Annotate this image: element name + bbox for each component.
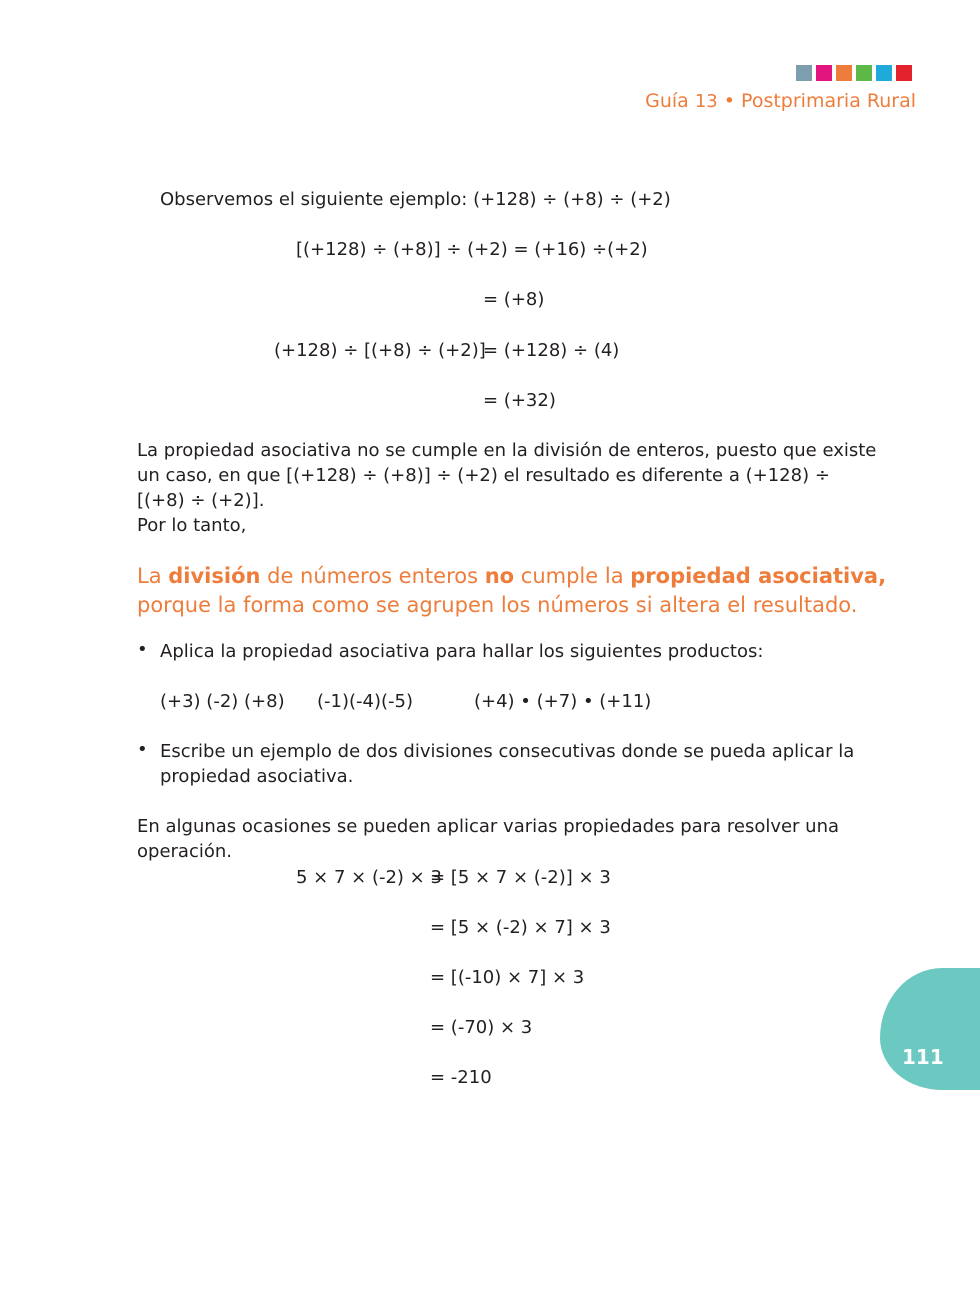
- highlight-conclusion: [137, 562, 886, 620]
- guide-label: Guía: [645, 90, 689, 112]
- bullet-item-1: Aplica la propiedad asociativa para hallar los siguientes productos:: [160, 641, 764, 662]
- paragraph-several-properties: En algunas ocasiones se pueden aplicar varias propiedades para resolver una operación.: [137, 816, 840, 862]
- bullet-icon: •: [137, 639, 148, 660]
- highlight-bold: propiedad asociativa,: [630, 564, 887, 588]
- example2-step: = [5 × (-2) × 7] × 3: [430, 917, 611, 938]
- color-square: [796, 65, 812, 81]
- product-3: (+4) • (+7) • (+11): [474, 691, 652, 712]
- header-color-squares: [796, 65, 912, 81]
- header-separator: •: [723, 90, 735, 112]
- highlight-line-1: [137, 562, 886, 591]
- example2-step: = [5 × 7 × (-2)] × 3: [430, 867, 611, 888]
- example2-step: = [(-10) × 7] × 3: [430, 967, 585, 988]
- example2-left: 5 × 7 × (-2) × 3: [296, 867, 442, 888]
- example2-step: = -210: [430, 1067, 492, 1088]
- color-square: [816, 65, 832, 81]
- color-square: [856, 65, 872, 81]
- example-line-3-right: = (+128) ÷ (4): [483, 340, 620, 361]
- color-square: [836, 65, 852, 81]
- header-title: [645, 90, 916, 112]
- page-number-badge: [880, 968, 980, 1090]
- example2-step: = (-70) × 3: [430, 1017, 533, 1038]
- highlight-bold: división: [168, 564, 261, 588]
- example-line-2: = (+8): [483, 289, 545, 310]
- guide-number: 13: [694, 91, 718, 112]
- highlight-bold: no: [484, 564, 515, 588]
- example-intro: Observemos el siguiente ejemplo: (+128) ÷ (+8) ÷ (+2): [160, 189, 671, 210]
- highlight-line-2: porque la forma como se agrupen los números si altera el resultado.: [137, 593, 858, 617]
- color-square: [876, 65, 892, 81]
- bullet-item-2: Escribe un ejemplo de dos divisiones consecutivas donde se pueda aplicar la propiedad asociativa.: [160, 741, 855, 787]
- highlight-text: La: [137, 564, 169, 588]
- program-name: Postprimaria Rural: [741, 90, 916, 112]
- example-line-3-left: (+128) ÷ [(+8) ÷ (+2)]: [274, 340, 486, 361]
- color-square: [896, 65, 912, 81]
- product-2: (-1)(-4)(-5): [317, 691, 413, 712]
- highlight-text: de números enteros: [260, 564, 485, 588]
- product-1: (+3) (-2) (+8): [160, 691, 285, 712]
- paragraph-therefore: Por lo tanto,: [137, 515, 247, 536]
- bullet-icon: •: [137, 739, 148, 760]
- example-line-4: = (+32): [483, 390, 556, 411]
- highlight-text: cumple la: [514, 564, 631, 588]
- example-line-1: [(+128) ÷ (+8)] ÷ (+2) = (+16) ÷(+2): [296, 239, 648, 260]
- page-number: 111: [902, 1045, 944, 1069]
- paragraph-associative: La propiedad asociativa no se cumple en la división de enteros, puesto que existe un caso, en que [(+128) ÷ (+8)] ÷ (+2) el resultado es diferente a (+128) ÷ [(+8) ÷ (+2)].: [137, 440, 877, 511]
